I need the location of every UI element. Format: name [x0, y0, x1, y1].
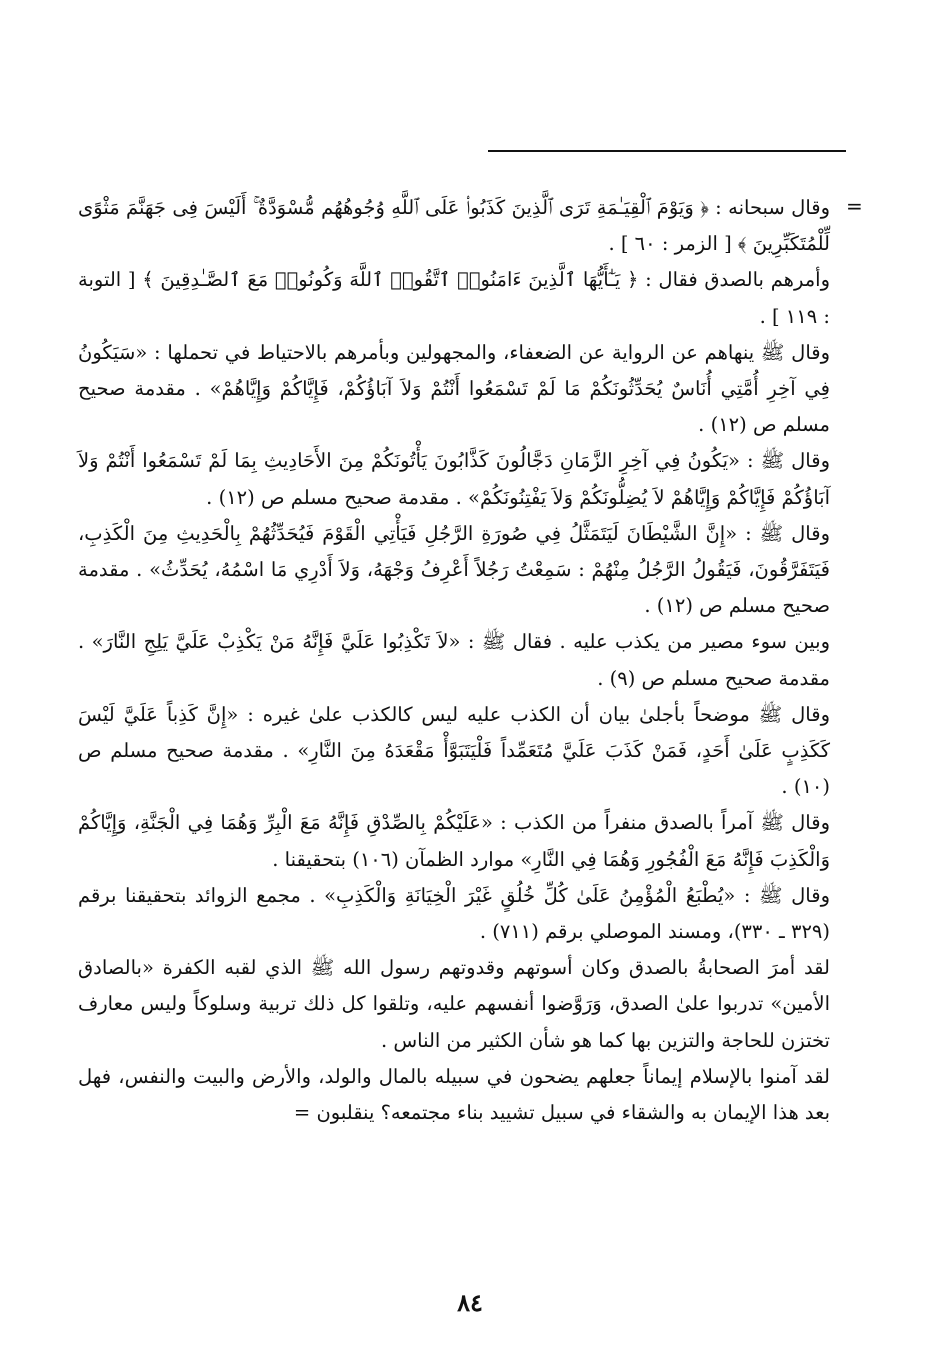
paragraph-hadith-dajjalun: وقال ﷺ : «يَكُونُ فِي آخِرِ الزَّمَانِ دَجَّالُونَ كَذَّابُونَ يَأْتُونَكُمْ مِنَ الأَحَادِيثِ بِمَا لَمْ تَسْمَعُوا أَنْتُمْ وَلاَ آبَاؤُكُمْ فَإِيَّاكُمْ وَإِيَّاهُمْ لاَ يُضِلُّونَكُمْ وَلاَ يَفْتِنُونَكُمْ» . مقدمة صحيح مسلم ص (١٢) . [78, 449, 830, 509]
paragraph-verse-zumar: وقال سبحانه : ﴿ وَيَوْمَ ٱلْقِيَـٰمَةِ تَرَى ٱلَّذِينَ كَذَبُوا۟ عَلَى ٱللَّهِ وُجُوهُهُم مُّسْوَدَّةٌ ۚ أَلَيْسَ فِى جَهَنَّمَ مَثْوًى لِّلْمُتَكَبِّرِينَ ﴾ [ الزمر : ٦٠ ] . [78, 196, 830, 256]
paragraph-hadith-yutbau-al-mumin: وقال ﷺ : «يُطْبَعُ الْمُؤْمِنُ عَلَىٰ كُلِّ خُلُقٍ غَيْرَ الْخِيَانَةِ وَالْكَذِبِ» . مجمع الزوائد بتحقيقنا برقم (٣٢٩ ـ ٣٣٠)، ومسند الموصلي برقم (٧١١) . [78, 883, 830, 944]
paragraph-sahaba-truthfulness: لقد أمرَ الصحابةُ بالصدق وكان أسوتهم وقدوتهم رسول الله ﷺ الذي لقبه الكفرة «بالصادق الأمين» تدربوا علىٰ الصدق، وَرَوَّضوا أنفسهم عليه، وتلقوا كل ذلك تربية وسلوكاً وليس معارف تختزن للحاجة والتزين بها كما هو شأن الكثير من الناس . [78, 956, 830, 1052]
page-number: ٨٤ [457, 1288, 483, 1317]
footnote-separator-rule [488, 150, 846, 152]
paragraph-hadith-shaytan: وقال ﷺ : «إِنَّ الشَّيْطَانَ لَيَتَمَثَّلُ فِي صُورَةِ الرَّجُلِ فَيَأْتِي الْقَوْمَ فَيُحَدِّثُهُمْ بِالْحَدِيثِ مِنَ الْكَذِبِ، فَيَتَفَرَّقُونَ، فَيَقُولُ الرَّجُلُ مِنْهُمْ : سَمِعْتُ رَجُلاً أَعْرِفُ وَجْهَهُ، وَلاَ أَدْرِي مَا اسْمُهُ، يُحَدِّثُ» . مقدمة صحيح مسلم ص (١٢) . [78, 521, 830, 618]
footnote-continuation-mark: = [846, 194, 863, 218]
footnote-text-block [78, 190, 830, 1131]
paragraph-hadith-alaykum-bissidq: وقال ﷺ آمراً بالصدق منفراً من الكذب : «عَلَيْكُمْ بِالصِّدْقِ فَإِنَّهُ مَعَ الْبِرِّ وَهُمَا فِي الْجَنَّةِ، وَإِيَّاكُمْ وَالْكَذِبَ فَإِنَّهُ مَعَ الْفُجُورِ وَهُمَا فِي النَّارِ» موارد الظمآن (١٠٦) بتحقيقنا . [78, 811, 830, 871]
paragraph-hadith-kadhiban-alayya: وقال ﷺ موضحاً بأجلىٰ بيان أن الكذب عليه ليس كالكذب علىٰ غيره : «إِنَّ كَذِباً عَلَيَّ لَيْسَ كَكَذِبٍ عَلَىٰ أَحَدٍ، فَمَنْ كَذَبَ عَلَيَّ مُتَعَمِّداً فَلْيَتَبَوَّأْ مَقْعَدَهُ مِنَ النَّارِ» . مقدمة صحيح مسلم ص (١٠) . [78, 702, 830, 799]
paragraph-hadith-la-takdhibu: وبين سوء مصير من يكذب عليه . فقال ﷺ : «لاَ تَكْذِبُوا عَلَيَّ فَإِنَّهُ مَنْ يَكْذِبْ عَلَيَّ يَلِجِ النَّارَ» . مقدمة صحيح مسلم ص (٩) . [78, 630, 830, 690]
paragraph-sahaba-faith: لقد آمنوا بالإسلام إيماناً جعلهم يضحون في سبيله بالمال والولد، والأرض والبيت والنفس، فهل بعد هذا الإيمان به والشقاء في سبيل تشييد بناء مجتمعه؟ ينقلبون = [78, 1064, 830, 1125]
paragraph-hadith-weak-narrators: وقال ﷺ ينهاهم عن الرواية عن الضعفاء، والمجهولين وبأمرهم بالاحتياط في تحملها : «سَيَكُونُ فِي آخِرِ أُمَّتِي أُنَاسٌ يُحَدِّثُونَكُمْ مَا لَمْ تَسْمَعُوا أَنْتُمْ وَلاَ آبَاؤُكُمْ، فَإِيَّاكُمْ وَإِيَّاهُمْ» . مقدمة صحيح مسلم ص (١٢) . [78, 340, 830, 437]
paragraph-verse-tawbah: وأمرهم بالصدق فقال : ﴿ يَـٰٓأَيُّهَا ٱلَّذِينَ ءَامَنُوا۟ ٱتَّقُوا۟ ٱللَّهَ وَكُونُوا۟ مَعَ ٱلصَّـٰدِقِينَ ﴾ [ التوبة : ١١٩ ] . [78, 268, 830, 328]
